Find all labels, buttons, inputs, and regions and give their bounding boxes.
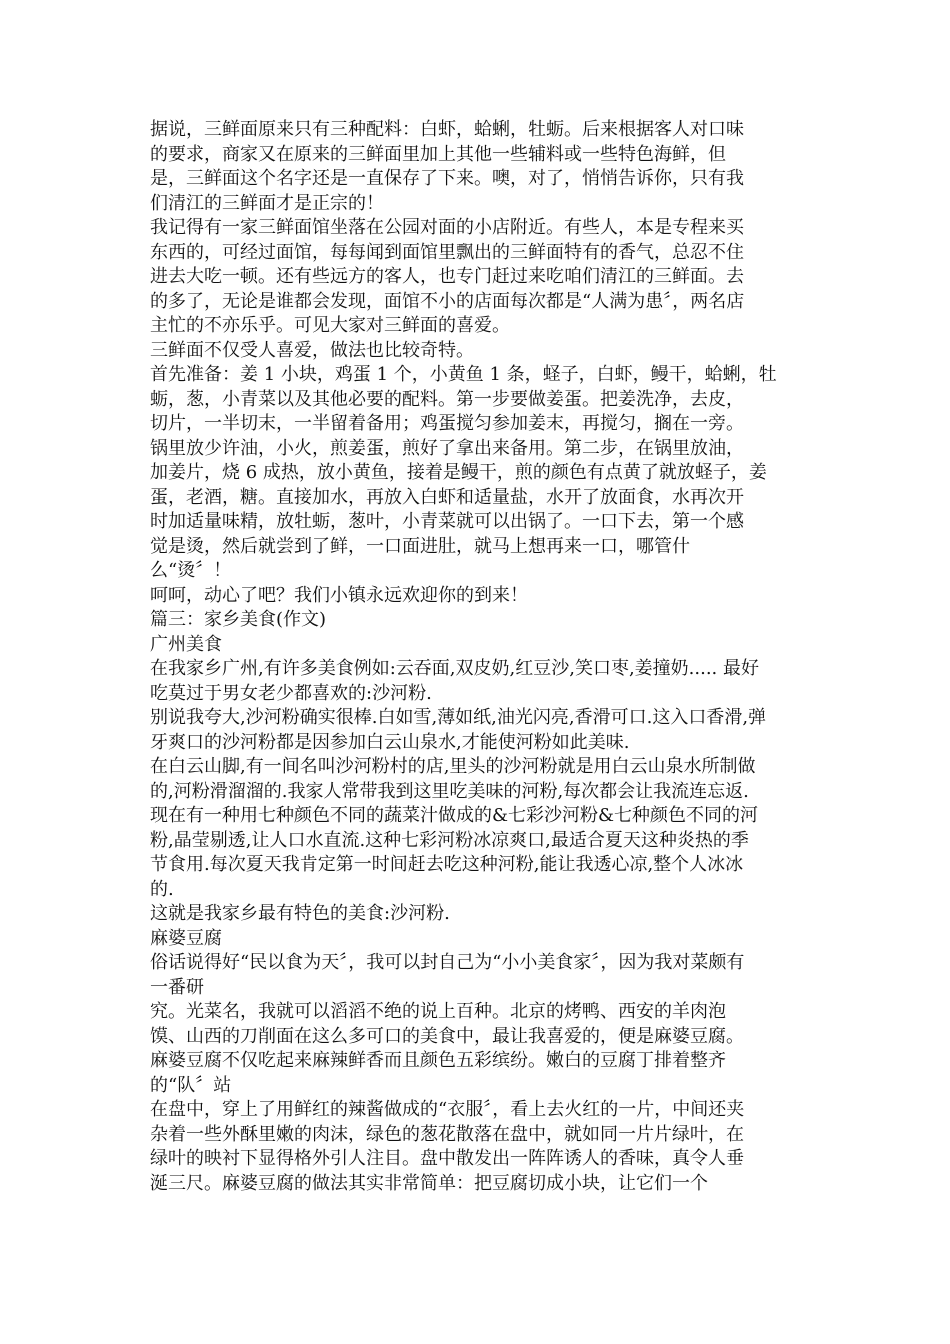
text-line: 时加适量味精，放牡蛎，葱叶，小青菜就可以出锅了。一口下去，第一个感 — [150, 511, 744, 532]
text-line: 麻婆豆腐 — [150, 927, 222, 949]
text-line: 进去大吃一顿。还有些远方的客人，也专门赶过来吃咱们清江的三鲜面。去 — [150, 266, 744, 287]
text-line: 绿叶的映衬下显得格外引人注目。盘中散发出一阵阵诱人的香味，真令人垂 — [150, 1148, 744, 1169]
text-line: 主忙的不亦乐乎。可见大家对三鲜面的喜爱。 — [150, 315, 510, 336]
text-line: 的“队〞站 — [150, 1074, 232, 1096]
text-line: 首先准备：姜 1 小块，鸡蛋 1 个，小黄鱼 1 条，蛏子，白虾，鳗干，蛤蜊，牡 — [150, 364, 777, 385]
text-line: 究。光菜名，我就可以滔滔不绝的说上百种。北京的烤鸭、西安的羊肉泡 — [150, 1001, 726, 1022]
text-line: 锅里放少许油，小火，煎姜蛋，煎好了拿出来备用。第二步，在锅里放油， — [150, 437, 744, 459]
text-line: 吃莫过于男女老少都喜欢的:沙河粉. — [150, 682, 432, 704]
text-line: 一番研 — [150, 976, 204, 998]
text-line: 在盘中，穿上了用鲜红的辣酱做成的“衣服〞，看上去火红的一片，中间还夹 — [150, 1099, 745, 1120]
text-line: 这就是我家乡最有特色的美食:沙河粉. — [150, 903, 450, 924]
text-line: 切片，一半切末，一半留着备用；鸡蛋搅匀参加姜末，再搅匀，搁在一旁。 — [150, 413, 744, 434]
text-line: 我记得有一家三鲜面馆坐落在公园对面的小店附近。有些人，本是专程来买 — [150, 217, 744, 238]
text-line: 馍、山西的刀削面在这么多可口的美食中，最让我喜爱的，便是麻婆豆腐。 — [150, 1025, 744, 1047]
text-line: 涎三尺。麻婆豆腐的做法其实非常简单：把豆腐切成小块，让它们一个 — [150, 1172, 708, 1194]
text-line: 觉是烫，然后就尝到了鲜，一口面进肚，就马上想再来一口，哪管什 — [150, 535, 690, 557]
text-line: 粉,晶莹剔透,让人口水直流.这种七彩河粉冰凉爽口,最适合夏天这种炎热的季 — [150, 829, 749, 851]
text-line: 在我家乡广州,有许多美食例如:云吞面,双皮奶,红豆沙,笑口枣,姜撞奶..... 最好 — [150, 658, 759, 679]
text-line: 据说，三鲜面原来只有三种配料：白虾，蛤蜊，牡蛎。后来根据客人对口味 — [150, 119, 744, 140]
text-line: 杂着一些外酥里嫩的肉沫，绿色的葱花散落在盘中，就如同一片片绿叶，在 — [150, 1123, 744, 1145]
text-line: 加姜片，烧 6 成热，放小黄鱼，接着是鳗干，煎的颜色有点黄了就放蛏子，姜 — [150, 462, 767, 483]
text-line: 的. — [150, 878, 174, 900]
text-line: 篇三：家乡美食(作文) — [150, 609, 327, 630]
text-line: 在白云山脚,有一间名叫沙河粉村的店,里头的沙河粉就是用白云山泉水所制做 — [150, 756, 756, 777]
document-body — [150, 118, 810, 1196]
text-line: 麻婆豆腐不仅吃起来麻辣鲜香而且颜色五彩缤纷。嫩白的豆腐丁排着整齐 — [150, 1050, 726, 1071]
text-line: 的,河粉滑溜溜的.我家人常带我到这里吃美味的河粉,每次都会让我流连忘返. — [150, 780, 749, 802]
text-line: 现在有一种用七种颜色不同的蔬菜汁做成的&七彩沙河粉&七种颜色不同的河 — [150, 805, 759, 826]
text-line: 节食用.每次夏天我肯定第一时间赶去吃这种河粉,能让我透心凉,整个人冰冰 — [150, 854, 744, 875]
text-line: 们清江的三鲜面才是正宗的！ — [150, 192, 384, 214]
text-line: 蛎，葱，小青菜以及其他必要的配料。第一步要做姜蛋。把姜洗净，去皮， — [150, 388, 744, 410]
text-line: 呵呵，动心了吧？我们小镇永远欢迎你的到来！ — [150, 584, 528, 606]
text-line: 东西的，可经过面馆，每每闻到面馆里飘出的三鲜面特有的香气，总忍不住 — [150, 241, 744, 263]
text-line: 俗话说得好“民以食为天〞，我可以封自己为“小小美食家〞，因为我对菜颇有 — [150, 952, 745, 973]
text-line: 的要求，商家又在原来的三鲜面里加上其他一些辅料或一些特色海鲜，但 — [150, 143, 726, 165]
text-line: 蛋，老酒，糖。直接加水，再放入白虾和适量盐，水开了放面食，水再次开 — [150, 486, 744, 508]
text-line: 牙爽口的沙河粉都是因参加白云山泉水,才能使河粉如此美味. — [150, 731, 630, 753]
text-line: 的多了，无论是谁都会发现，面馆不小的店面每次都是“人满为患〞，两名店 — [150, 290, 745, 312]
text-line: 广州美食 — [150, 633, 222, 655]
text-line: 三鲜面不仅受人喜爱，做法也比较奇特。 — [150, 339, 474, 361]
text-line: 别说我夸大,沙河粉确实很棒.白如雪,薄如纸,油光闪亮,香滑可口.这入口香滑,弹 — [150, 707, 767, 728]
text-line: 么“烫〞！ — [150, 560, 232, 581]
text-line: 是，三鲜面这个名字还是一直保存了下来。噢，对了，悄悄告诉你，只有我 — [150, 168, 744, 189]
